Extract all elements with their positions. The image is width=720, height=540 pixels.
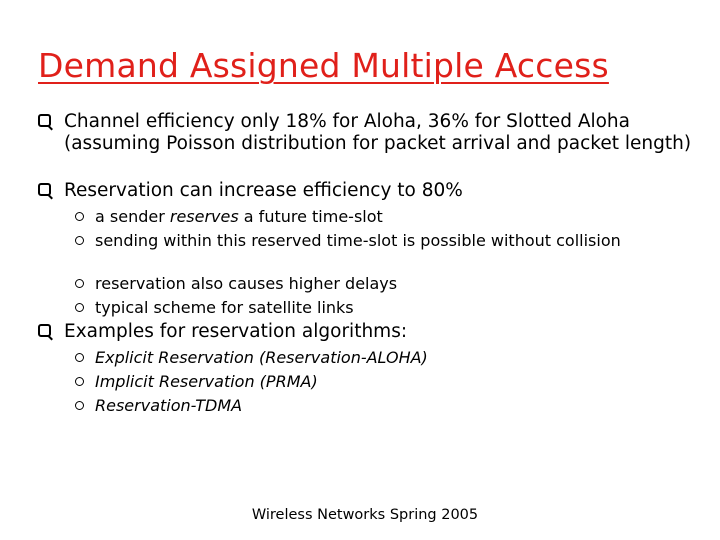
circle-bullet-icon — [75, 377, 84, 386]
circle-bullet-icon — [75, 236, 84, 245]
sub-bullet-text: sending within this reserved time-slot is possible without collision — [95, 231, 621, 250]
bullet-text: Reservation can increase efficiency to 80% — [64, 180, 463, 201]
sub-bullet-text: Reservation-TDMA — [95, 396, 243, 415]
emphasis-text: reserves — [169, 207, 239, 226]
square-bullet-icon — [38, 324, 51, 337]
sub-bullet-text: a sender reserves a future time-slot — [95, 207, 383, 226]
square-bullet-icon — [38, 183, 51, 196]
sub-bullet-text: reservation also causes higher delays — [95, 274, 398, 293]
sub-bullet-text: Implicit Reservation (PRMA) — [95, 372, 318, 391]
circle-bullet-icon — [75, 353, 84, 362]
sub-bullet-text: Explicit Reservation (Reservation-ALOHA) — [95, 348, 428, 367]
square-bullet-icon — [38, 114, 51, 127]
circle-bullet-icon — [75, 401, 84, 410]
bullet-text: Channel efficiency only 18% for Aloha, 36% for Slotted Aloha (assuming Poisson distribution for packet arrival and packet length) — [64, 111, 692, 154]
sub-bullet-text: typical scheme for satellite links — [95, 298, 354, 317]
slide-footer: Wireless Networks Spring 2005 — [251, 507, 479, 523]
circle-bullet-icon — [75, 279, 84, 288]
circle-bullet-icon — [75, 212, 84, 221]
slide-title: Demand Assigned Multiple Access — [38, 46, 609, 85]
circle-bullet-icon — [75, 303, 84, 312]
bullet-text: Examples for reservation algorithms: — [64, 321, 408, 342]
